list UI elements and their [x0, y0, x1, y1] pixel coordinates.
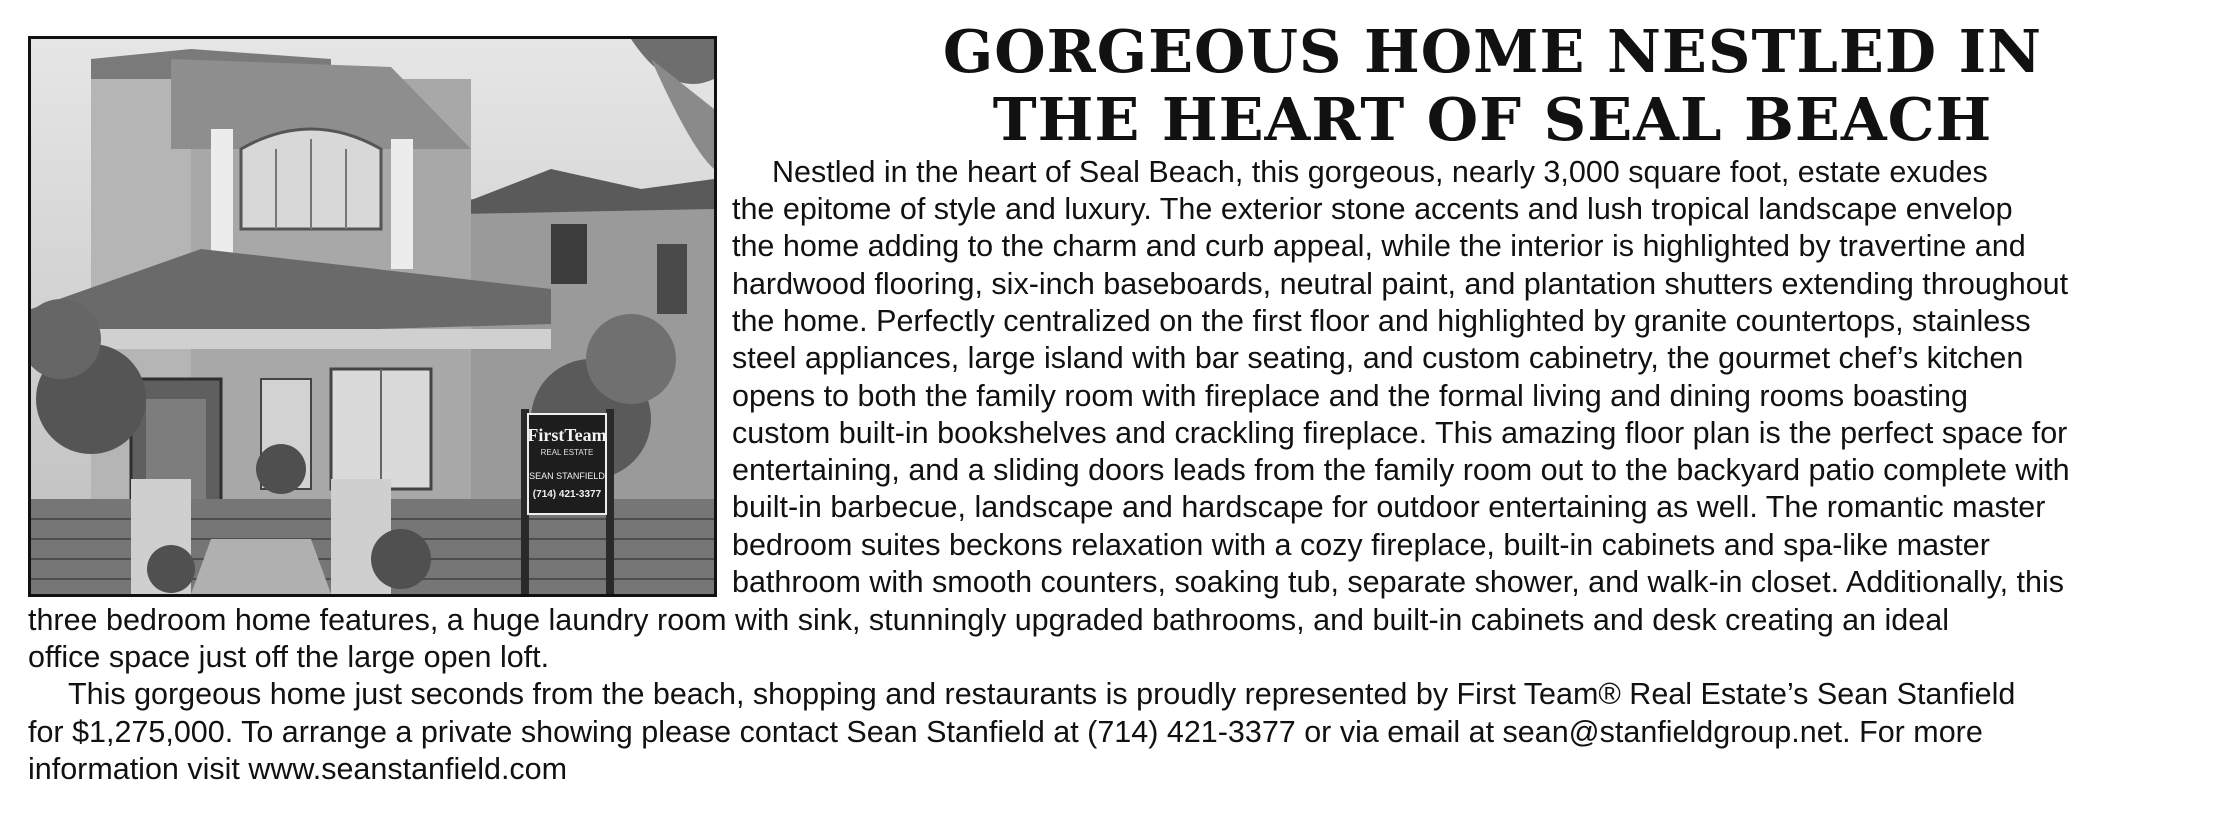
headline-line-2: THE HEART OF SEAL BEACH [992, 85, 1993, 154]
body-line: for $1,275,000. To arrange a private showing please contact Sean Stanfield at (714) 421-3377 or via email at sean@stanfieldgroup.net. For more [28, 715, 1983, 749]
body-line: This gorgeous home just seconds from the beach, shopping and restaurants is proudly represented by First Team® Real Estate’s Sean Stanfield [68, 677, 2016, 711]
body-line: three bedroom home features, a huge laundry room with sink, stunningly upgraded bathrooms, and built-in cabinets and desk creating an ideal [28, 603, 1949, 637]
sign-subtitle: REAL ESTATE [540, 448, 594, 457]
body-line: the epitome of style and luxury. The exterior stone accents and lush tropical landscape envelop [732, 192, 2013, 226]
body-line: custom built-in bookshelves and crackling fireplace. This amazing floor plan is the perfect space for [732, 416, 2068, 450]
body-line: hardwood flooring, six-inch baseboards, neutral paint, and plantation shutters extending throughout [732, 267, 2069, 301]
sign-phone: (714) 421-3377 [532, 489, 602, 500]
headline-line-1: GORGEOUS HOME NESTLED IN [942, 17, 2043, 86]
body-line: entertaining, and a sliding doors leads from the family room out to the backyard patio complete with [732, 453, 2070, 487]
sign-brand: FirstTeam [527, 425, 607, 445]
body-line: bathroom with smooth counters, soaking tub, separate shower, and walk-in closet. Additionally, this [732, 565, 2064, 599]
body-line: the home. Perfectly centralized on the first floor and highlighted by granite countertops, stainless [732, 304, 2031, 338]
body-line: built-in barbecue, landscape and hardscape for outdoor entertaining as well. The romantic master [732, 490, 2046, 524]
sign-agent: SEAN STANFIELD [529, 471, 605, 481]
body-line: the home adding to the charm and curb appeal, while the interior is highlighted by travertine and [732, 229, 2026, 263]
body-line: Nestled in the heart of Seal Beach, this gorgeous, nearly 3,000 square foot, estate exudes [772, 155, 1988, 189]
body-line: office space just off the large open loft. [28, 640, 550, 674]
body-line: bedroom suites beckons relaxation with a cozy fireplace, built-in cabinets and spa-like master [732, 528, 1990, 562]
body-line: opens to both the family room with fireplace and the formal living and dining rooms boasting [732, 379, 1968, 413]
body-line: steel appliances, large island with bar seating, and custom cabinetry, the gourmet chef’s kitchen [732, 341, 2024, 375]
body-line: information visit www.seanstanfield.com [28, 752, 568, 786]
